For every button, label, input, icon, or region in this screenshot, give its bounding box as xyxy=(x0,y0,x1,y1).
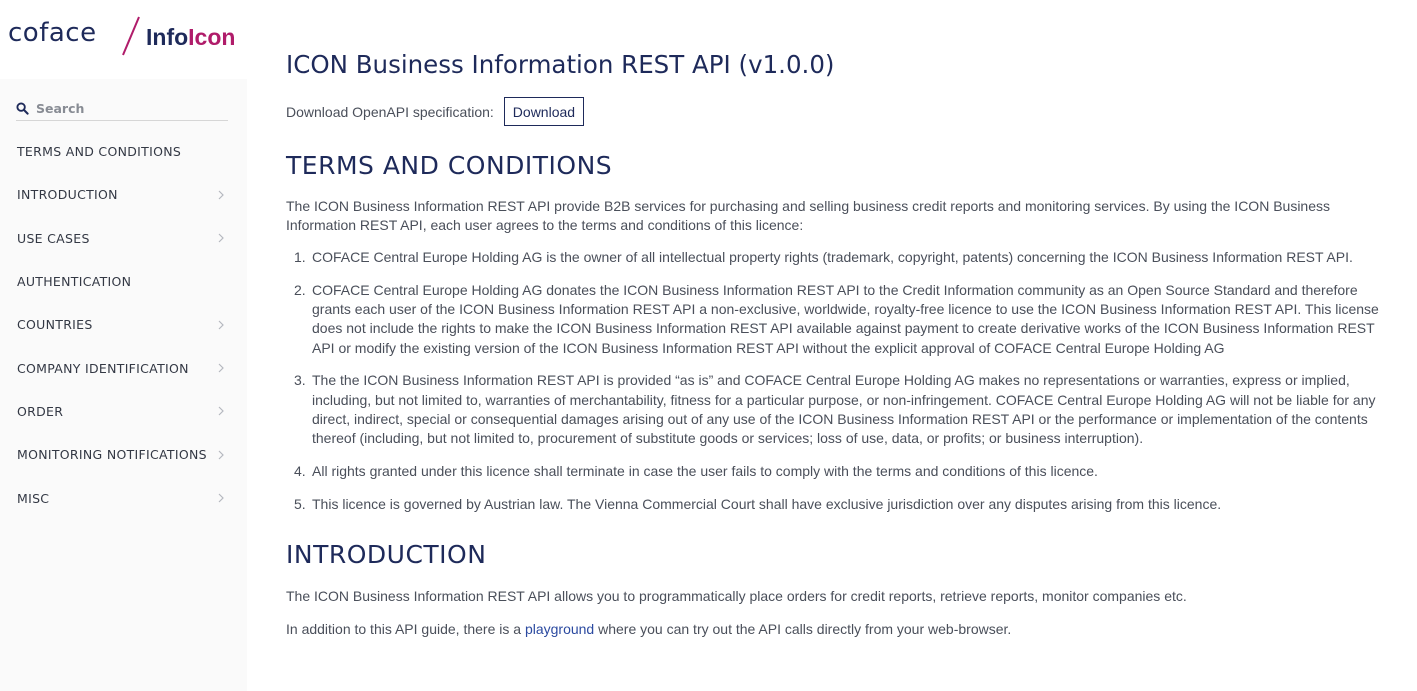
list-item-text: The the ICON Business Information REST API is provided “as is” and COFACE Central Europe Holding AG makes no representations or warranties, express or implied, including, but not limited to, warranties of merchantability, fitness for a particular purpose, or non-infringement. COFACE Central Europe Holding AG will not be liable for any direct, indirect, special or consequential damages arising out of any use of the ICON Business Information REST API or the performance or implementation of the contents thereof (including, but not limited to, procurement of substitute goods or services; loss of use, data, or profits; or business interruption). xyxy=(312,372,1376,447)
list-item xyxy=(286,462,1386,481)
sidebar-item-label: MONITORING NOTIFICATIONS xyxy=(17,447,207,463)
infoicon-logo-accent: Icon xyxy=(188,24,236,50)
infoicon-logo-main: Info xyxy=(146,24,189,50)
list-item-text: COFACE Central Europe Holding AG is the owner of all intellectual property rights (trademark, copyright, patents) concerning the ICON Business Information REST API. xyxy=(312,249,1353,265)
download-row xyxy=(286,97,584,126)
playground-text-after: where you can try out the API calls directly from your web-browser. xyxy=(594,621,1012,637)
search-box xyxy=(16,97,228,121)
sidebar-item-company-identification[interactable] xyxy=(0,346,247,389)
sidebar-item-use-cases[interactable] xyxy=(0,217,247,260)
sidebar-nav xyxy=(0,130,247,520)
sidebar-item-label: AUTHENTICATION xyxy=(17,274,132,290)
list-item-number: 1. xyxy=(294,249,306,265)
coface-logo-text: coface xyxy=(8,18,97,48)
sidebar xyxy=(0,0,247,691)
sidebar-item-authentication[interactable] xyxy=(0,260,247,303)
chevron-right-icon xyxy=(217,450,225,460)
list-item xyxy=(286,371,1386,448)
list-item-text: All rights granted under this licence shall terminate in case the user fails to comply with the terms and conditions of this licence. xyxy=(312,463,1098,480)
logo-slash-icon xyxy=(120,15,142,59)
sidebar-item-label: COUNTRIES xyxy=(17,317,93,333)
download-button[interactable]: Download xyxy=(504,97,584,126)
page-title: ICON Business Information REST API (v1.0.0) xyxy=(286,50,835,79)
introduction-heading: INTRODUCTION xyxy=(286,540,487,569)
sidebar-item-terms-and-conditions[interactable] xyxy=(0,130,247,173)
sidebar-item-label: TERMS AND CONDITIONS xyxy=(17,144,182,160)
search-icon xyxy=(16,102,29,115)
sidebar-item-order[interactable] xyxy=(0,390,247,433)
logo[interactable] xyxy=(0,0,247,79)
terms-heading: TERMS AND CONDITIONS xyxy=(286,151,613,180)
sidebar-item-label: MISC xyxy=(17,490,50,506)
terms-list xyxy=(286,248,1386,528)
chevron-right-icon xyxy=(217,320,225,330)
terms-intro: The ICON Business Information REST API provide B2B services for purchasing and selling business credit reports and monitoring services. By using the ICON Business Information REST API, each user agrees to the terms and conditions of this licence: xyxy=(286,198,1330,234)
list-item-number: 2. xyxy=(294,281,306,298)
list-item-number: 3. xyxy=(294,372,306,389)
chevron-right-icon xyxy=(217,406,225,416)
sidebar-item-label: COMPANY IDENTIFICATION xyxy=(17,360,189,376)
chevron-right-icon xyxy=(217,233,225,243)
sidebar-item-introduction[interactable] xyxy=(0,173,247,216)
sidebar-item-misc[interactable] xyxy=(0,476,247,519)
infoicon-logo-text xyxy=(146,24,235,51)
introduction-paragraph: The ICON Business Information REST API allows you to programmatically place orders for credit reports, retrieve reports, monitor companies etc. xyxy=(286,588,1187,604)
chevron-right-icon xyxy=(217,363,225,373)
list-item-number: 5. xyxy=(294,495,306,512)
sidebar-item-monitoring-notifications[interactable] xyxy=(0,433,247,476)
sidebar-item-countries[interactable] xyxy=(0,303,247,346)
playground-paragraph xyxy=(286,620,1386,639)
list-item-number: 4. xyxy=(294,463,306,480)
chevron-right-icon xyxy=(217,190,225,200)
sidebar-item-label: ORDER xyxy=(17,403,64,419)
list-item xyxy=(286,248,1386,267)
list-item-text: This licence is governed by Austrian law. The Vienna Commercial Court shall have exclusive jurisdiction over any disputes arising from this licence. xyxy=(312,495,1222,512)
playground-link[interactable]: playground xyxy=(524,621,595,637)
search-input[interactable] xyxy=(36,101,216,116)
chevron-right-icon xyxy=(217,493,225,503)
sidebar-item-label: USE CASES xyxy=(17,230,90,246)
sidebar-item-label: INTRODUCTION xyxy=(17,187,118,203)
list-item xyxy=(286,495,1386,514)
list-item-text: COFACE Central Europe Holding AG donates the ICON Business Information REST API to the Credit Information community as an Open Source Standard and therefore grants each user of the ICON Business Information REST API a non-exclusive, worldwide, royalty-free licence to use the ICON Business Information REST API. This license does not include the rights to make the ICON Business Information REST API available against payment to create derivative works of the ICON Business Information REST API or modify the existing version of the ICON Business Information REST API without the explicit approval of COFACE Central Europe Holding AG xyxy=(312,281,1379,356)
download-label: Download OpenAPI specification: xyxy=(286,103,494,120)
list-item xyxy=(286,281,1386,358)
playground-text-before: In addition to this API guide, there is a xyxy=(286,621,525,637)
